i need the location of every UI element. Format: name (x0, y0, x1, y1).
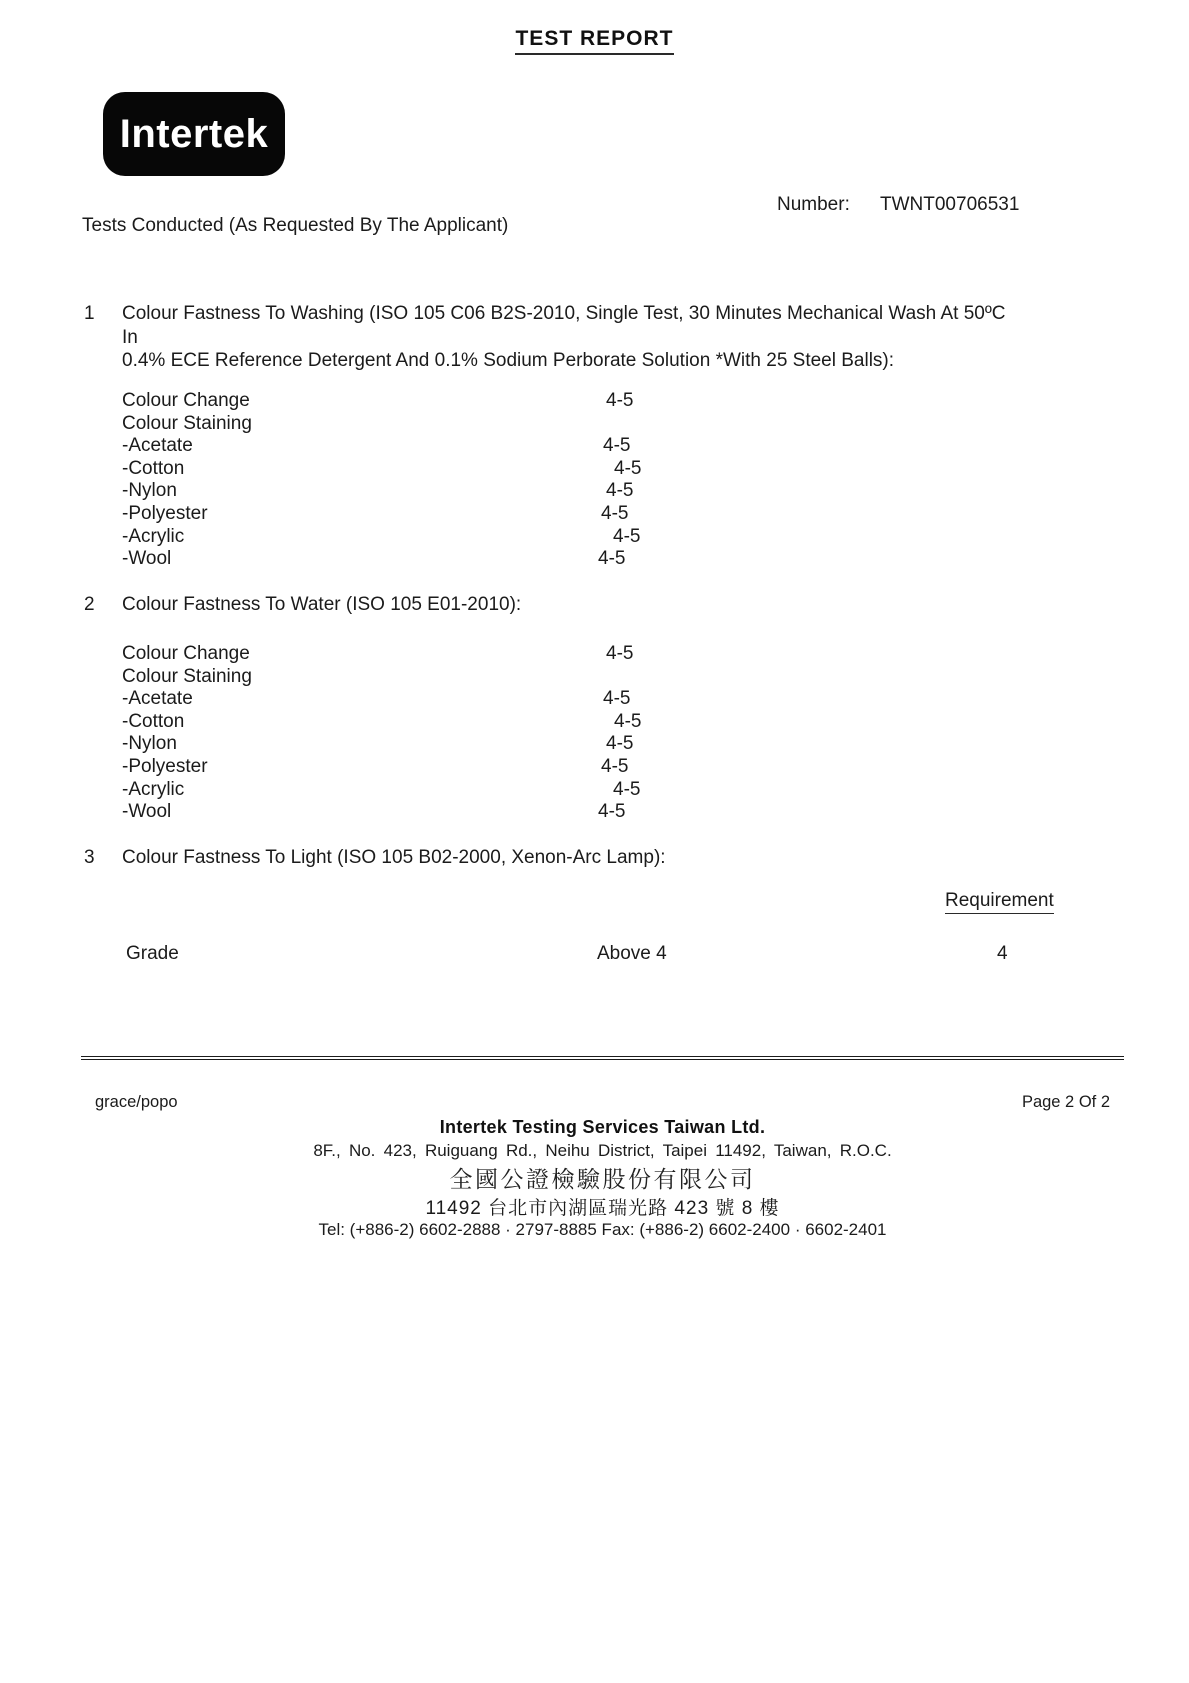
row-value: 4-5 (614, 710, 642, 732)
table-row (122, 435, 842, 458)
intertek-logo (103, 92, 285, 176)
row-label: Colour Change (122, 643, 250, 664)
tests-conducted-subtitle: Tests Conducted (As Requested By The Applicant) (82, 215, 509, 236)
section-1-heading-line2: 0.4% ECE Reference Detergent And 0.1% Sodium Perborate Solution *With 25 Steel Balls): (122, 350, 895, 371)
section-1-number: 1 (84, 303, 95, 324)
section-2-heading (84, 593, 521, 617)
row-label: -Acrylic (122, 778, 185, 800)
row-label: -Acetate (122, 435, 193, 457)
grade-row-requirement: 4 (997, 943, 1008, 964)
table-row (122, 526, 842, 549)
footer-company-name-zh: 全國公證檢驗股份有限公司 (449, 1166, 756, 1192)
row-value: 4-5 (598, 548, 626, 570)
grade-row-result: Above 4 (597, 943, 667, 964)
row-label: Colour Staining (122, 665, 252, 687)
footer-company-name: Intertek Testing Services Taiwan Ltd. (439, 1117, 766, 1137)
row-value: 4-5 (603, 688, 631, 710)
table-row (122, 711, 842, 734)
table-row (122, 666, 842, 689)
row-value: 4-5 (598, 801, 626, 823)
row-label: -Acetate (122, 688, 193, 710)
row-value: 4-5 (606, 643, 634, 664)
row-label: -Polyester (122, 755, 208, 777)
report-number-value: TWNT00706531 (880, 194, 1020, 215)
table-row (122, 756, 842, 779)
row-label: -Polyester (122, 502, 208, 524)
table-row (122, 779, 842, 802)
footer-page-indicator: Page 2 Of 2 (1021, 1093, 1110, 1111)
row-value: 4-5 (614, 457, 642, 479)
row-label: Colour Staining (122, 412, 252, 434)
row-label: -Cotton (122, 710, 185, 732)
table-row (122, 688, 842, 711)
row-label: -Wool (122, 548, 172, 570)
section-3-heading (84, 846, 666, 870)
section-2-number: 2 (84, 594, 95, 615)
row-value: 4-5 (603, 435, 631, 457)
table-row (122, 548, 842, 571)
table-row (122, 801, 842, 824)
table-row (122, 480, 842, 503)
row-value: 4-5 (601, 502, 629, 524)
row-label: -Wool (122, 801, 172, 823)
report-number-label: Number: (777, 194, 850, 215)
row-label: -Cotton (122, 457, 185, 479)
grade-row-label: Grade (126, 943, 179, 964)
table-row (122, 413, 842, 436)
row-value: 4-5 (606, 480, 634, 502)
footer-author: grace/popo (95, 1093, 178, 1111)
intertek-logo-text: Intertek (119, 111, 269, 156)
row-value: 4-5 (601, 755, 629, 777)
footer-address-zh: 11492 台北市內湖區瑞光路 423 號 8 樓 (425, 1198, 780, 1219)
footer-tel-fax: Tel: (+886-2) 6602-2888 · 2797-8885 Fax: (+886-2) 6602-2400 · 6602-2401 (318, 1220, 887, 1239)
table-row (122, 390, 842, 413)
row-label: Colour Change (122, 390, 250, 411)
table-row (122, 503, 842, 526)
section-3-heading-text: Colour Fastness To Light (ISO 105 B02-2000, Xenon-Arc Lamp): (122, 847, 666, 868)
requirement-column-header: Requirement (945, 890, 1054, 914)
footer-divider (81, 1056, 1124, 1060)
row-value: 4-5 (606, 390, 634, 411)
row-value: 4-5 (613, 525, 641, 547)
section-1-heading (84, 302, 1022, 373)
page-title (0, 27, 1189, 55)
section-2-heading-text: Colour Fastness To Water (ISO 105 E01-2010): (122, 594, 522, 615)
row-label: -Nylon (122, 733, 177, 755)
table-row (122, 458, 842, 481)
washing-results-table (122, 390, 842, 571)
row-value: 4-5 (606, 733, 634, 755)
table-row (122, 643, 842, 666)
section-1-heading-line1: Colour Fastness To Washing (ISO 105 C06 B2S-2010, Single Test, 30 Minutes Mechanical Wash At 50ºC In (122, 303, 1006, 348)
section-1-heading-text (122, 302, 1022, 373)
row-label: -Nylon (122, 480, 177, 502)
row-label: -Acrylic (122, 525, 185, 547)
row-value: 4-5 (613, 778, 641, 800)
water-results-table (122, 643, 842, 824)
footer-address-en: 8F., No. 423, Ruiguang Rd., Neihu District, Taipei 11492, Taiwan, R.O.C. (313, 1141, 892, 1160)
table-row (122, 733, 842, 756)
section-3-number: 3 (84, 847, 95, 868)
page-title-text: TEST REPORT (515, 27, 673, 55)
